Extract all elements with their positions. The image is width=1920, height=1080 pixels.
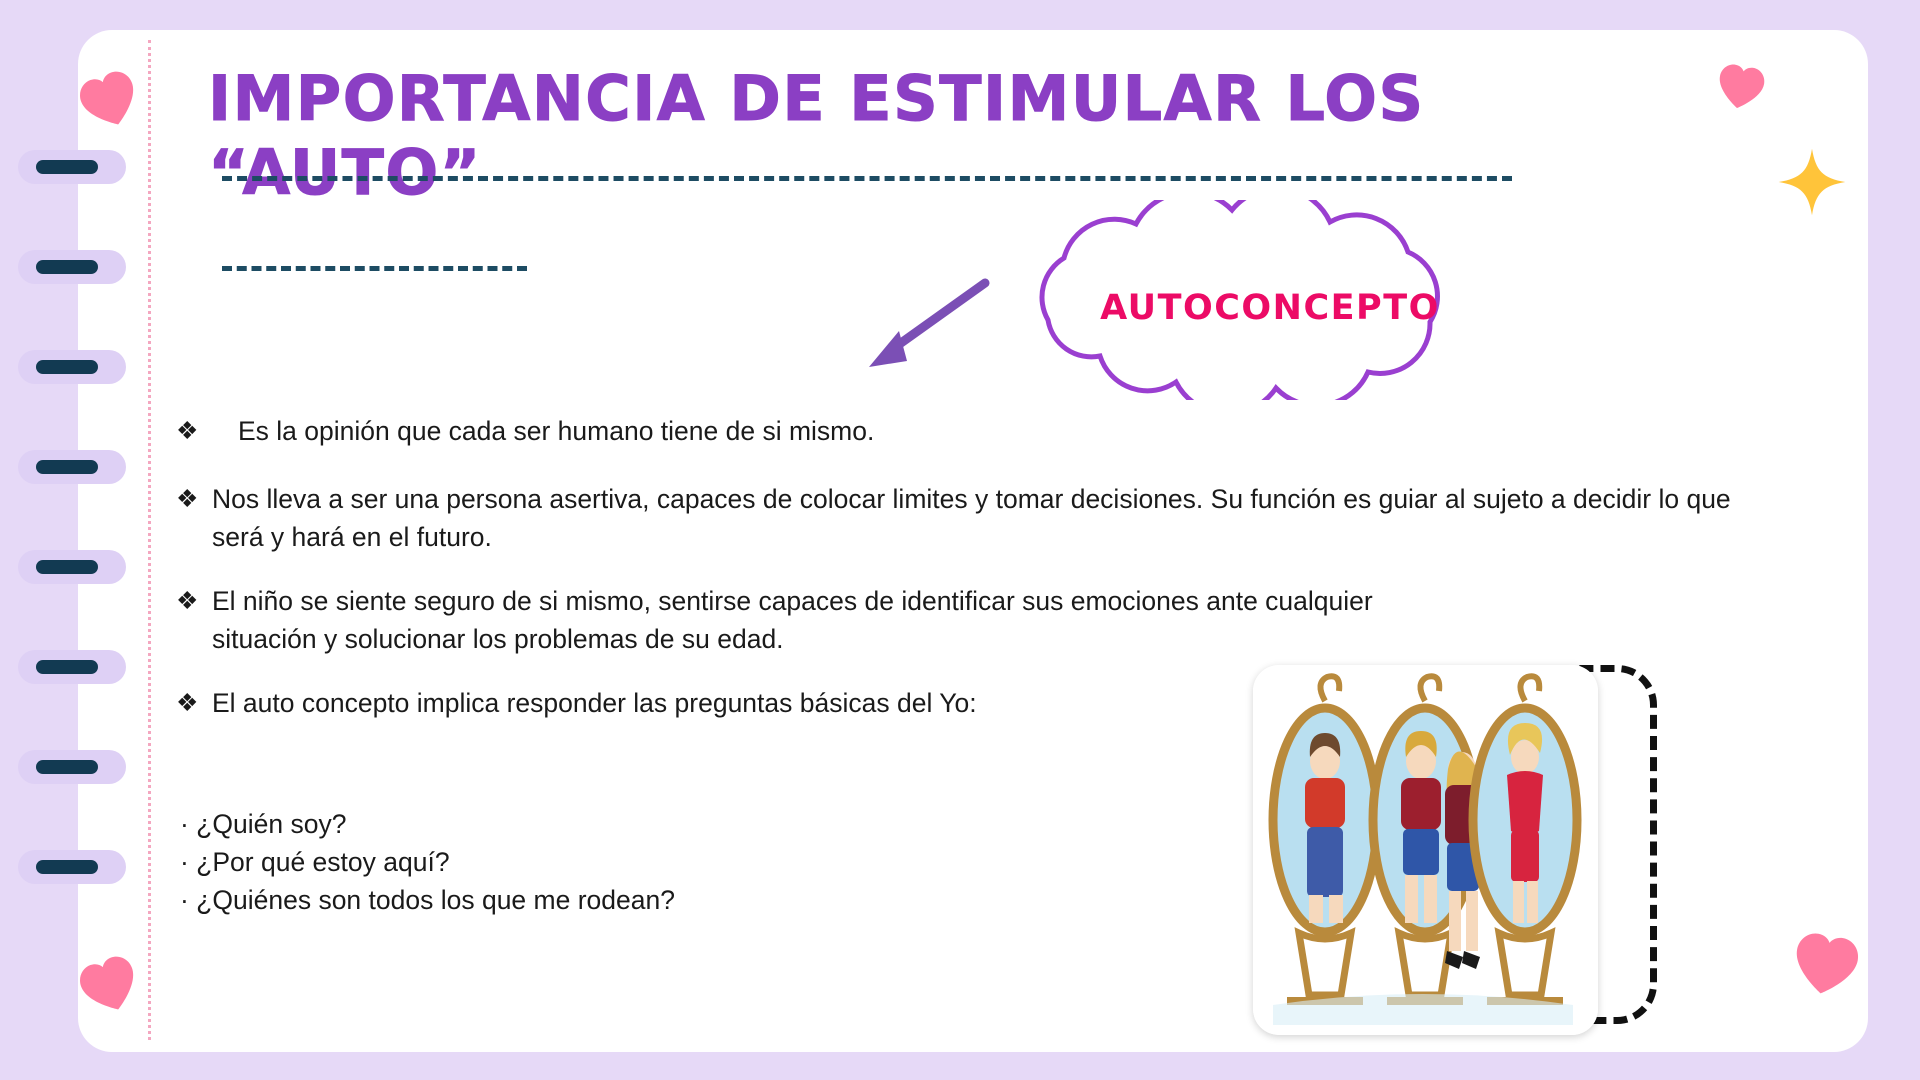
spiral-ring bbox=[18, 650, 126, 684]
spiral-ring bbox=[18, 150, 126, 184]
bullet-text: El auto concepto implica responder las preguntas básicas del Yo: bbox=[212, 688, 977, 718]
list-item bbox=[176, 582, 1452, 658]
callout-label: AUTOCONCEPTO bbox=[1100, 288, 1440, 328]
spiral-ring-bar bbox=[36, 460, 98, 474]
spiral-ring bbox=[18, 750, 126, 784]
bullet-text: El niño se siente seguro de si mismo, sentirse capaces de identificar sus emociones ante cualquier situación y solucionar los problemas de su edad. bbox=[212, 586, 1373, 654]
spiral-ring-bar bbox=[36, 160, 98, 174]
heart-icon bbox=[1785, 924, 1867, 1002]
spiral-ring-bar bbox=[36, 260, 98, 274]
spiral-ring bbox=[18, 550, 126, 584]
title-dashed-underline-2 bbox=[222, 266, 527, 271]
spiral-ring bbox=[18, 250, 126, 284]
list-item: · ¿Por qué estoy aquí? bbox=[180, 847, 450, 877]
heart-icon bbox=[1711, 58, 1771, 114]
bullet-marker: ❖ bbox=[176, 485, 199, 513]
list-item: · ¿Quién soy? bbox=[180, 809, 347, 839]
spiral-binding bbox=[18, 150, 138, 940]
spiral-ring-bar bbox=[36, 360, 98, 374]
title-dashed-underline-1 bbox=[222, 176, 1512, 181]
three-mirrors-illustration bbox=[1253, 665, 1598, 1035]
spiral-ring-bar bbox=[36, 660, 98, 674]
spiral-ring-bar bbox=[36, 860, 98, 874]
spiral-ring bbox=[18, 850, 126, 884]
star-icon bbox=[1775, 145, 1849, 224]
bullet-marker: ❖ bbox=[176, 587, 199, 615]
page-title bbox=[208, 62, 1528, 210]
question-list bbox=[180, 805, 1080, 919]
spiral-ring-bar bbox=[36, 760, 98, 774]
margin-dotted-line bbox=[148, 40, 151, 1040]
title-line-2: “AUTO” bbox=[208, 136, 482, 209]
list-item bbox=[176, 412, 1776, 450]
spiral-ring bbox=[18, 350, 126, 384]
list-item: · ¿Quiénes son todos los que me rodean? bbox=[180, 885, 675, 915]
list-item bbox=[176, 480, 1776, 556]
bullet-marker: ❖ bbox=[176, 417, 199, 445]
bullet-text: Es la opinión que cada ser humano tiene de si mismo. bbox=[238, 416, 875, 446]
title-line-1: IMPORTANCIA DE ESTIMULAR LOS bbox=[208, 62, 1425, 135]
bullet-marker: ❖ bbox=[176, 689, 199, 717]
spiral-ring-bar bbox=[36, 560, 98, 574]
spiral-ring bbox=[18, 450, 126, 484]
bullet-text: Nos lleva a ser una persona asertiva, capaces de colocar limites y tomar decisiones. Su función es guiar al sujeto a decidir lo que será y hará en el futuro. bbox=[212, 484, 1731, 552]
arrow-left-down-icon bbox=[855, 275, 995, 375]
